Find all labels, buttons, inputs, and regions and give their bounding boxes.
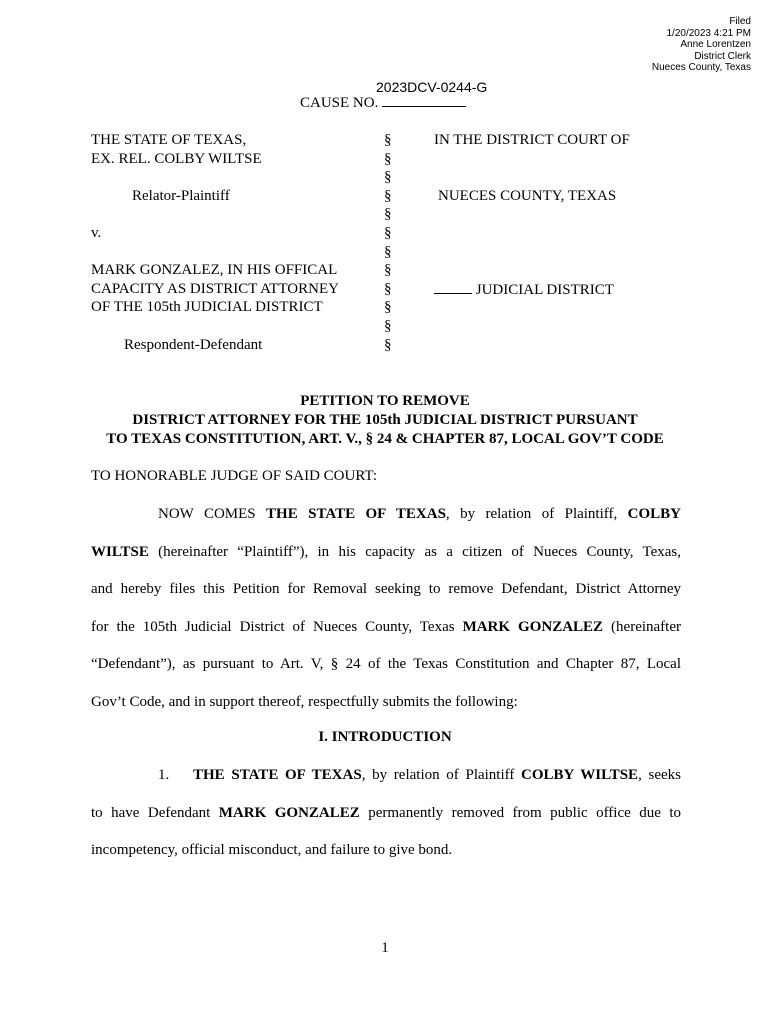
intro-paragraph — [91, 505, 681, 730]
section-symbol: § — [384, 299, 392, 316]
caption-district-line — [434, 280, 630, 300]
para1-line-3: incompetency, official misconduct, and failure to give bond. — [91, 842, 453, 858]
caption-parties — [91, 131, 339, 354]
case-number: 2023DCV-0244-G — [376, 79, 488, 95]
cause-line — [300, 93, 466, 112]
section-symbol: § — [384, 132, 392, 148]
section-symbol: § — [384, 169, 392, 186]
caption-court-county: NUECES COUNTY, TEXAS — [438, 187, 617, 204]
caption-relator: Relator-Plaintiff — [132, 187, 230, 204]
caption-respondent: Respondent-Defendant — [124, 336, 263, 353]
caption-defendant-line1: MARK GONZALEZ, IN HIS OFFICAL — [91, 262, 338, 279]
section-symbol: § — [384, 262, 392, 279]
stamp-clerk-title: District Clerk — [694, 50, 751, 62]
section-symbol: § — [384, 317, 392, 334]
caption-defendant-line3: OF THE 105th JUDICIAL DISTRICT — [91, 299, 323, 316]
title-line1: PETITION TO REMOVE — [300, 393, 470, 409]
page-number: 1 — [381, 940, 389, 956]
intro-line-2: WILTSE (hereinafter “Plaintiff”), in his capacity as a citizen of Nueces County, Texas, — [91, 543, 681, 560]
intro-line-1: NOW COMES THE STATE OF TEXAS, by relation of Plaintiff, COLBY — [158, 506, 681, 522]
intro-line-5: “Defendant”), as pursuant to Art. V, § 24 of the Texas Constitution and Chapter 87, Local — [91, 656, 681, 672]
section-symbol: § — [384, 336, 392, 353]
section-symbol: § — [384, 280, 392, 297]
cause-blank — [382, 93, 466, 107]
section-symbol: § — [384, 187, 392, 204]
section-symbol-column — [384, 131, 392, 354]
section-symbol: § — [384, 150, 392, 167]
petition-title — [0, 392, 770, 449]
stamp-county: Nueces County, Texas — [651, 62, 751, 73]
numbered-paragraph — [91, 766, 681, 879]
stamp-clerk-name: Anne Lorentzen — [680, 39, 751, 50]
cause-label: CAUSE NO. — [300, 95, 379, 111]
caption-court-name: IN THE DISTRICT COURT OF — [434, 132, 630, 148]
paragraph-number: 1. — [158, 767, 170, 783]
greeting: TO HONORABLE JUDGE OF SAID COURT: — [91, 468, 378, 484]
section-symbol: § — [384, 243, 392, 260]
district-blank — [434, 280, 472, 294]
caption-defendant-line2: CAPACITY AS DISTRICT ATTORNEY — [91, 280, 339, 297]
caption-district: JUDICIAL DISTRICT — [475, 281, 614, 298]
caption-versus: v. — [91, 224, 102, 241]
caption-plaintiff-line1: THE STATE OF TEXAS, — [91, 132, 247, 148]
para1-line-2: to have Defendant MARK GONZALEZ permanently removed from public office due to — [91, 804, 682, 821]
title-line2: DISTRICT ATTORNEY FOR THE 105th JUDICIAL DISTRICT PURSUANT — [132, 412, 638, 428]
section-symbol: § — [384, 206, 392, 223]
caption-plaintiff-line2: EX. REL. COLBY WILTSE — [91, 150, 262, 167]
caption-court — [434, 131, 630, 299]
intro-line-3: and hereby files this Petition for Removal seeking to remove Defendant, District Attorney — [91, 581, 681, 597]
section-heading: I. INTRODUCTION — [318, 729, 452, 745]
intro-line-6: Gov’t Code, and in support thereof, respectfully submits the following: — [91, 693, 518, 710]
para1-line-1: 1. THE STATE OF TEXAS, by relation of Plaintiff COLBY WILTSE, seeks — [158, 767, 681, 783]
section-symbol: § — [384, 224, 392, 241]
stamp-datetime: 1/20/2023 4:21 PM — [666, 27, 751, 39]
title-line3: TO TEXAS CONSTITUTION, ART. V., § 24 & CHAPTER 87, LOCAL GOV’T CODE — [106, 431, 664, 447]
intro-line-4: for the 105th Judicial District of Nueces County, Texas MARK GONZALEZ (hereinafter — [91, 618, 681, 635]
filing-stamp — [652, 16, 751, 74]
stamp-filed: Filed — [729, 16, 751, 27]
